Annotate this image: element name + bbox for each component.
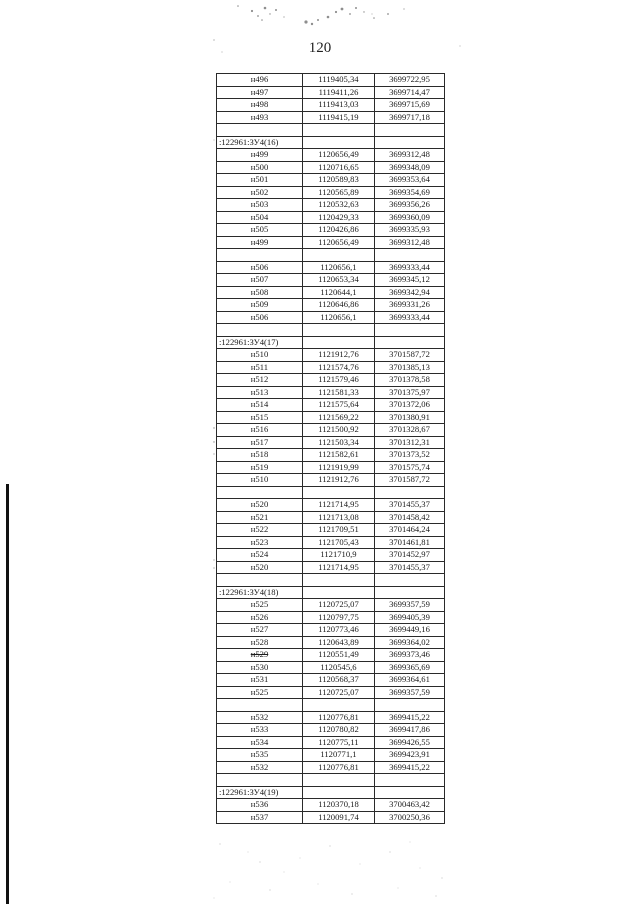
y-coordinate: 3701372,06 [375,399,445,412]
table-row [217,99,445,112]
table-row [217,361,445,374]
x-coordinate: 1120656,49 [303,149,375,162]
point-id: н499 [250,236,269,247]
y-coordinate: 3699356,26 [375,199,445,212]
point-id-cell [217,636,303,649]
table-row [217,149,445,162]
y-coordinate: 3701587,72 [375,474,445,487]
scan-margin-edge [6,484,9,904]
point-id: н525 [250,686,269,697]
table-row [217,536,445,549]
table-row-blank [217,249,445,262]
table-row [217,449,445,462]
empty-cell [303,574,375,587]
table-row-blank [217,324,445,337]
empty-cell [217,324,303,337]
y-coordinate: 3699360,09 [375,211,445,224]
parcel-label: :122961:ЗУ4(17) [217,336,303,349]
table-row [217,199,445,212]
parcel-label: :122961:ЗУ4(16) [217,136,303,149]
x-coordinate: 1120370,18 [303,799,375,812]
table-row [217,599,445,612]
point-id-cell [217,386,303,399]
point-id-cell [217,736,303,749]
x-coordinate: 1120568,37 [303,674,375,687]
point-id: н505 [250,224,269,235]
point-id: н518 [250,449,269,460]
x-coordinate: 1121569,22 [303,411,375,424]
point-id: н499 [250,149,269,160]
y-coordinate: 3701380,91 [375,411,445,424]
x-coordinate: 1121912,76 [303,349,375,362]
point-id-cell [217,499,303,512]
x-coordinate: 1120565,89 [303,186,375,199]
point-id-cell [217,199,303,212]
x-coordinate: 1120797,75 [303,611,375,624]
x-coordinate: 1120545,6 [303,661,375,674]
x-coordinate: 1121574,76 [303,361,375,374]
table-row [217,274,445,287]
point-id-cell [217,711,303,724]
table-row [217,411,445,424]
y-coordinate: 3701587,72 [375,349,445,362]
point-id: н516 [250,424,269,435]
point-id: н521 [250,511,269,522]
x-coordinate: 1120426,86 [303,224,375,237]
x-coordinate: 1120775,11 [303,736,375,749]
table-row [217,811,445,824]
table-row [217,461,445,474]
point-id: н534 [250,736,269,747]
empty-cell [303,699,375,712]
point-id-cell [217,74,303,87]
point-id-cell [217,424,303,437]
y-coordinate: 3701461,81 [375,536,445,549]
y-coordinate: 3699357,59 [375,599,445,612]
y-coordinate: 3699714,47 [375,86,445,99]
empty-cell [375,699,445,712]
y-coordinate: 3699353,64 [375,174,445,187]
x-coordinate: 1121912,76 [303,474,375,487]
y-coordinate: 3701455,37 [375,499,445,512]
empty-cell [303,136,375,149]
x-coordinate: 1121709,51 [303,524,375,537]
x-coordinate: 1120653,34 [303,274,375,287]
y-coordinate: 3699449,16 [375,624,445,637]
point-id: н504 [250,211,269,222]
point-id: н513 [250,386,269,397]
point-id: н508 [250,286,269,297]
table-row [217,799,445,812]
y-coordinate: 3701455,37 [375,561,445,574]
table-row [217,436,445,449]
table-row [217,111,445,124]
y-coordinate: 3699364,61 [375,674,445,687]
page-number: 120 [308,40,332,56]
point-id-cell [217,111,303,124]
table-row-blank [217,574,445,587]
y-coordinate: 3699722,95 [375,74,445,87]
point-id: н502 [250,186,269,197]
y-coordinate: 3699405,39 [375,611,445,624]
x-coordinate: 1120551,49 [303,649,375,662]
empty-cell [375,574,445,587]
parcel-label: :122961:ЗУ4(18) [217,586,303,599]
empty-cell [375,124,445,137]
point-id-cell [217,724,303,737]
empty-cell [217,486,303,499]
table-row [217,649,445,662]
point-id: н531 [250,674,269,685]
table-row-blank [217,124,445,137]
point-id: н520 [250,561,269,572]
empty-cell [303,486,375,499]
section-header-row [217,586,445,599]
point-id-cell [217,311,303,324]
point-id-cell [217,186,303,199]
empty-cell [303,324,375,337]
point-id: н509 [250,299,269,310]
point-id: н517 [250,436,269,447]
point-id: н515 [250,411,269,422]
empty-cell [375,249,445,262]
x-coordinate: 1119415,19 [303,111,375,124]
point-id-cell [217,349,303,362]
point-id-cell [217,536,303,549]
table-row [217,174,445,187]
point-id: н536 [250,799,269,810]
x-coordinate: 1120643,89 [303,636,375,649]
point-id: н500 [250,161,269,172]
table-row-blank [217,699,445,712]
y-coordinate: 3699717,18 [375,111,445,124]
point-id-cell [217,561,303,574]
point-id: н511 [250,361,269,372]
y-coordinate: 3699335,93 [375,224,445,237]
empty-cell [375,324,445,337]
y-coordinate: 3699312,48 [375,149,445,162]
y-coordinate: 3701452,97 [375,549,445,562]
point-id-cell [217,524,303,537]
table-row [217,761,445,774]
table-row [217,711,445,724]
y-coordinate: 3699348,09 [375,161,445,174]
point-id-cell [217,286,303,299]
empty-cell [375,486,445,499]
x-coordinate: 1120646,86 [303,299,375,312]
empty-cell [375,586,445,599]
y-coordinate: 3699312,48 [375,236,445,249]
y-coordinate: 3699365,69 [375,661,445,674]
table-row [217,511,445,524]
point-id: н506 [250,261,269,272]
y-coordinate: 3701378,58 [375,374,445,387]
y-coordinate: 3701464,24 [375,524,445,537]
table-row [217,724,445,737]
y-coordinate: 3699364,02 [375,636,445,649]
point-id: н510 [250,349,269,360]
x-coordinate: 1119413,03 [303,99,375,112]
table-row [217,499,445,512]
table-row [217,386,445,399]
point-id: н530 [250,661,269,672]
table-row [217,561,445,574]
table-row [217,374,445,387]
x-coordinate: 1121575,64 [303,399,375,412]
table-row-blank [217,774,445,787]
point-id-cell [217,261,303,274]
x-coordinate: 1120656,49 [303,236,375,249]
x-coordinate: 1120429,33 [303,211,375,224]
section-header-row [217,136,445,149]
y-coordinate: 3699417,86 [375,724,445,737]
y-coordinate: 3699354,69 [375,186,445,199]
empty-cell [303,336,375,349]
table-row [217,286,445,299]
point-id: н514 [250,399,269,410]
empty-cell [303,774,375,787]
x-coordinate: 1120776,81 [303,761,375,774]
point-id: н526 [250,611,269,622]
y-coordinate: 3699333,44 [375,311,445,324]
point-id-cell [217,461,303,474]
point-id-cell [217,611,303,624]
point-id: н519 [250,461,269,472]
point-id-cell [217,274,303,287]
y-coordinate: 3701312,31 [375,436,445,449]
x-coordinate: 1121714,95 [303,499,375,512]
point-id-cell [217,211,303,224]
x-coordinate: 1121579,46 [303,374,375,387]
point-id-cell [217,224,303,237]
x-coordinate: 1121582,61 [303,449,375,462]
x-coordinate: 1120656,1 [303,311,375,324]
table-row [217,86,445,99]
table-row [217,424,445,437]
empty-cell [303,786,375,799]
point-id-cell [217,799,303,812]
point-id-cell [217,449,303,462]
empty-cell [303,586,375,599]
table-row [217,624,445,637]
point-id-cell [217,299,303,312]
empty-cell [303,124,375,137]
x-coordinate: 1121713,08 [303,511,375,524]
point-id: н496 [250,74,269,85]
empty-cell [217,249,303,262]
y-coordinate: 3700463,42 [375,799,445,812]
table-row [217,549,445,562]
table-row [217,674,445,687]
point-id-cell [217,474,303,487]
empty-cell [217,574,303,587]
x-coordinate: 1121710,9 [303,549,375,562]
x-coordinate: 1120532,63 [303,199,375,212]
point-id-cell [217,149,303,162]
table-row [217,661,445,674]
x-coordinate: 1119405,34 [303,74,375,87]
point-id: н528 [250,636,269,647]
x-coordinate: 1120716,65 [303,161,375,174]
x-coordinate: 1120725,07 [303,599,375,612]
table-row [217,161,445,174]
empty-cell [375,336,445,349]
point-id: н533 [250,724,269,735]
table-row-blank [217,486,445,499]
empty-cell [303,249,375,262]
table-row [217,236,445,249]
y-coordinate: 3699373,46 [375,649,445,662]
section-header-row [217,786,445,799]
point-id: н507 [250,274,269,285]
point-id-cell [217,399,303,412]
table-row [217,299,445,312]
x-coordinate: 1120644,1 [303,286,375,299]
y-coordinate: 3701373,52 [375,449,445,462]
y-coordinate: 3701385,13 [375,361,445,374]
x-coordinate: 1120725,07 [303,686,375,699]
point-id-cell [217,624,303,637]
x-coordinate: 1120771,1 [303,749,375,762]
x-coordinate: 1120773,46 [303,624,375,637]
y-coordinate: 3699331,26 [375,299,445,312]
x-coordinate: 1121714,95 [303,561,375,574]
y-coordinate: 3699342,94 [375,286,445,299]
y-coordinate: 3699426,55 [375,736,445,749]
table-row [217,636,445,649]
point-id-cell [217,86,303,99]
point-id: н512 [250,374,269,385]
table-row [217,211,445,224]
empty-cell [217,774,303,787]
x-coordinate: 1120091,74 [303,811,375,824]
point-id-cell [217,99,303,112]
table-row [217,349,445,362]
table-row [217,74,445,87]
y-coordinate: 3701458,42 [375,511,445,524]
x-coordinate: 1120780,82 [303,724,375,737]
parcel-label: :122961:ЗУ4(19) [217,786,303,799]
empty-cell [375,136,445,149]
x-coordinate: 1119411,26 [303,86,375,99]
point-id: н510 [250,474,269,485]
point-id: н532 [250,711,269,722]
point-id: н523 [250,536,269,547]
point-id: н520 [250,499,269,510]
table-row [217,399,445,412]
table-row [217,749,445,762]
table-row [217,311,445,324]
table-row [217,261,445,274]
point-id: н498 [250,99,269,110]
point-id-cell [217,749,303,762]
y-coordinate: 3701375,97 [375,386,445,399]
empty-cell [217,124,303,137]
y-coordinate: 3699423,91 [375,749,445,762]
point-id-cell [217,236,303,249]
point-id-cell [217,511,303,524]
point-id-cell [217,811,303,824]
y-coordinate: 3699415,22 [375,711,445,724]
x-coordinate: 1121919,99 [303,461,375,474]
table-row [217,474,445,487]
point-id-cell [217,374,303,387]
point-id-cell [217,361,303,374]
y-coordinate: 3701328,67 [375,424,445,437]
point-id: н525 [250,599,269,610]
x-coordinate: 1121581,33 [303,386,375,399]
point-id: н522 [250,524,269,535]
table-row [217,524,445,537]
empty-cell [217,699,303,712]
x-coordinate: 1120656,1 [303,261,375,274]
point-id-cell [217,436,303,449]
empty-cell [375,786,445,799]
point-id: н527 [250,624,269,635]
y-coordinate: 3699357,59 [375,686,445,699]
point-id: н529 [250,649,269,660]
point-id: н497 [250,86,269,97]
point-id-cell [217,599,303,612]
x-coordinate: 1121705,43 [303,536,375,549]
y-coordinate: 3699715,69 [375,99,445,112]
y-coordinate: 3700250,36 [375,811,445,824]
x-coordinate: 1121500,92 [303,424,375,437]
point-id-cell [217,174,303,187]
point-id: н506 [250,311,269,322]
point-id: н503 [250,199,269,210]
section-header-row [217,336,445,349]
x-coordinate: 1120776,81 [303,711,375,724]
point-id-cell [217,674,303,687]
point-id-cell [217,686,303,699]
point-id-cell [217,761,303,774]
point-id-cell [217,161,303,174]
y-coordinate: 3701575,74 [375,461,445,474]
x-coordinate: 1120589,83 [303,174,375,187]
point-id: н537 [250,811,269,822]
point-id-cell [217,411,303,424]
y-coordinate: 3699415,22 [375,761,445,774]
table-row [217,686,445,699]
y-coordinate: 3699345,12 [375,274,445,287]
point-id: н524 [250,549,269,560]
point-id: н501 [250,174,269,185]
table-row [217,736,445,749]
point-id: н535 [250,749,269,760]
point-id-cell [217,649,303,662]
point-id: н532 [250,761,269,772]
point-id-cell [217,661,303,674]
table-row [217,224,445,237]
point-id-cell [217,549,303,562]
point-id: н493 [250,111,269,122]
table-row [217,186,445,199]
coordinate-table [216,73,445,824]
y-coordinate: 3699333,44 [375,261,445,274]
table-row [217,611,445,624]
empty-cell [375,774,445,787]
x-coordinate: 1121503,34 [303,436,375,449]
